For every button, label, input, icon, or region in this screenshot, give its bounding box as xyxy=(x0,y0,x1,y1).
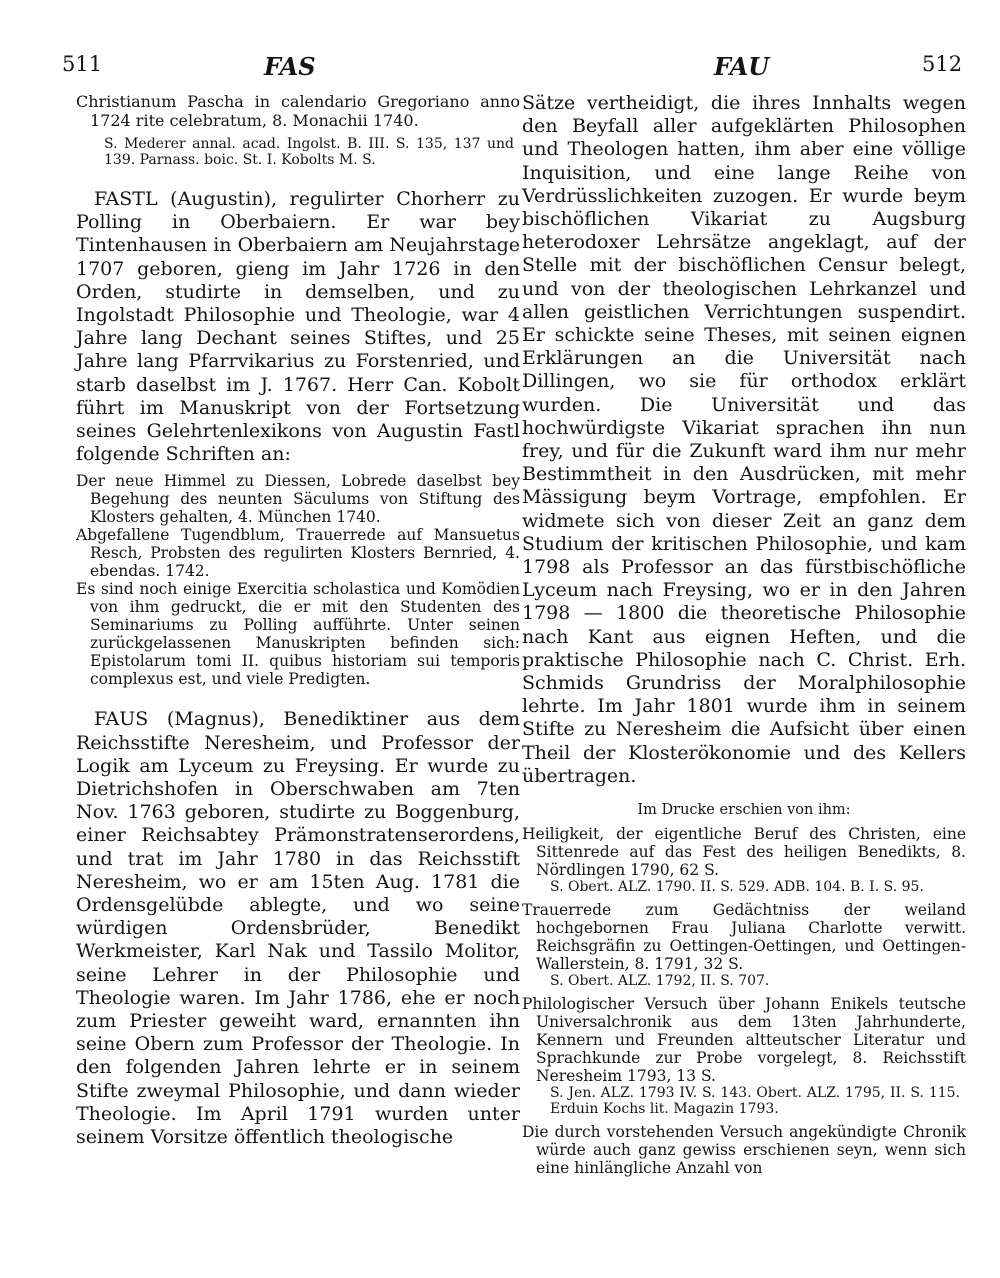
fastl-work-1: Der neue Himmel zu Diessen, Lobrede daselbst bey Begehung des neunten Säculums von Stiftung des Klosters gehalten, 4. München 1740. xyxy=(76,472,520,527)
left-reference: S. Mederer annal. acad. Ingolst. B. III. S. 135, 137 und 139. Parnass. boic. St. I. Kobolts M. S. xyxy=(104,136,514,168)
fastl-note: Es sind noch einige Exercitia scholastica und Komödien von ihm gedruckt, die er mit den Studenten des Seminariums zu Polling aufführte. Unter seinen zurückgelassenen Manuskripten befinden sich: Epistolarum tomi II. quibus historiam sui temporis complexus est, und viele Predigten. xyxy=(76,580,520,689)
faus-work-3-reference: S. Jen. ALZ. 1793 IV. S. 143. Obert. ALZ. 1795, II. S. 115. Erduin Kochs lit. Magazin 1793. xyxy=(550,1085,960,1118)
left-entry-continuation: Christianum Pascha in calendario Gregoriano anno 1724 rite celebratum, 8. Monachii 1740. xyxy=(76,92,520,130)
right-page-number: 512 xyxy=(922,52,963,76)
right-running-head: FAU xyxy=(714,52,770,81)
left-running-head: FAS xyxy=(264,52,316,81)
works-heading: Im Drucke erschien von ihm: xyxy=(637,802,851,819)
right-column xyxy=(522,92,966,1177)
entry-faus: FAUS (Magnus), Benediktiner aus dem Reichsstifte Neresheim, und Professor der Logik am Lyceum zu Freysing. Er wurde zu Dietrichshofen in Oberschwaben am 7ten Nov. 1763 geboren, studirte zu Boggenburg, einer Reichsabtey Prämonstratenserordens, und trat im Jahr 1780 in das Reichsstift Neresheim, wo er am 15ten Aug. 1781 die Ordensgelübde ablegte, und wo seine würdigen Ordensbrüder, Benedikt Werkmeister, Karl Nak und Tassilo Molitor, seine Lehrer in der Philosophie und Theologie waren. Im Jahr 1786, ehe er noch zum Priester geweiht ward, ernannten ihn seine Obern zum Professor der Theologie. In den folgenden Jahren lehrte er in seinem Stifte zweymal Philosophie, und dann wieder Theologie. Im April 1791 wurden unter seinem Vorsitze öffentlich theologische xyxy=(76,708,520,1149)
fastl-work-2: Abgefallene Tugendblum, Trauerrede auf Mansuetus Resch, Probsten des regulirten Klosters Bernried, 4. ebendas. 1742. xyxy=(76,526,520,581)
faus-closing-note: Die durch vorstehenden Versuch angekündigte Chronik würde auch ganz gewiss erschienen seyn, wenn sich eine hinlängliche Anzahl von xyxy=(522,1123,966,1178)
left-page-number: 511 xyxy=(62,52,103,76)
faus-work-2: Trauerrede zum Gedächtniss der weiland hochgebornen Frau Juliana Charlotte verwitt. Reichsgräfin zu Oettingen-Oettingen, und Oettingen-Wallerstein, 8. 1791, 32 S. xyxy=(522,901,966,974)
faus-work-2-reference: S. Obert. ALZ. 1792, II. S. 707. xyxy=(550,973,770,990)
faus-work-1-reference: S. Obert. ALZ. 1790. II. S. 529. ADB. 104. B. I. S. 95. xyxy=(550,879,924,896)
entry-fastl: FASTL (Augustin), regulirter Chorherr zu Polling in Oberbaiern. Er war bey Tintenhausen in Oberbaiern am Neujahrstage 1707 geboren, gieng im Jahr 1726 in den Orden, studirte in demselben, und zu Ingolstadt Philosophie und Theologie, war 4 Jahre lang Dechant seines Stiftes, und 25 Jahre lang Pfarrvikarius zu Forstenried, und starb daselbst im J. 1767. Herr Can. Kobolt führt im Manuskript von der Fortsetzung seines Gelehrtenlexikons von Augustin Fastl folgende Schriften an: xyxy=(76,188,520,466)
left-column xyxy=(76,92,520,1149)
faus-work-1: Heiligkeit, der eigentliche Beruf des Christen, eine Sittenrede auf das Fest des heiligen Benedikts, 8. Nördlingen 1790, 62 S. xyxy=(522,825,966,880)
faus-continuation: Sätze vertheidigt, die ihres Innhalts wegen den Beyfall aller aufgeklärten Philosophen und Theologen hatten, ihm aber eine völlige Inquisition, und eine lange Reihe von Verdrüsslichkeiten zuzogen. Er wurde beym bischöflichen Vikariat zu Augsburg heterodoxer Lehrsätze angeklagt, auf der Stelle mit der bischöflichen Censur belegt, und von der theologischen Lehrkanzel und allen geistlichen Verrichtungen suspendirt. Er schickte seine Theses, mit seinen eignen Erklärungen an die Universität nach Dillingen, wo sie für orthodox erklärt wurden. Die Universität und das hochwürdigste Vikariat sprachen ihn nun frey, und für die Zukunft ward ihm nur mehr Bestimmtheit in den Ausdrücken, mit mehr Mässigung beym Vortrage, empfohlen. Er widmete sich von dieser Zeit an ganz dem Studium der kritischen Philosophie, und kam 1798 als Professor an das fürstbischöfliche Lyceum nach Freysing, wo er in den Jahren 1798 — 1800 die theoretische Philosophie nach Kant aus eignen Heften, und die praktische Philosophie nach C. Christ. Erh. Schmids Grundriss der Moralphilosophie lehrte. Im Jahr 1801 wurde ihm in seinem Stifte zu Neresheim die Aufsicht über einen Theil der Klosterökonomie und des Kellers übertragen. xyxy=(522,92,966,787)
faus-work-3: Philologischer Versuch über Johann Enikels teutsche Universalchronik aus dem 13ten Jahrhunderte, Kennern und Freunden altteutscher Literatur und Sprachkunde zur Probe vorgelegt, 8. Reichsstift Neresheim 1793, 13 S. xyxy=(522,995,966,1086)
